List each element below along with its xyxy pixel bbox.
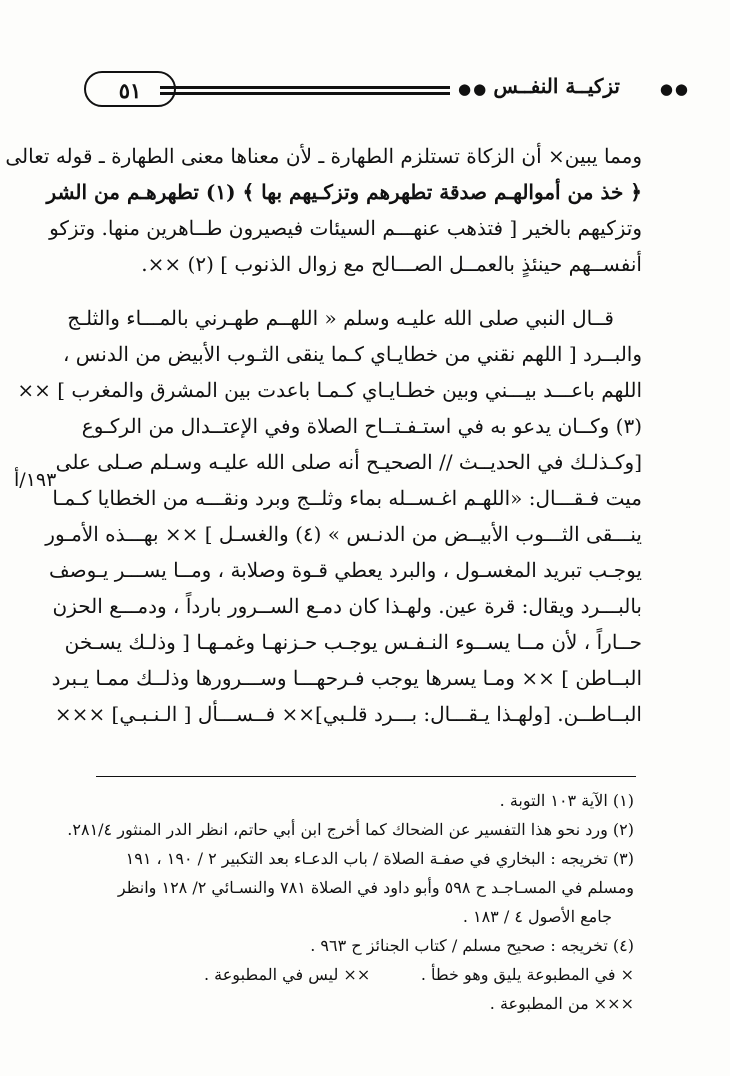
text-line: ميت فـقـــال: «اللهـم اغـســله بماء وثلــج وبرد ونقـــه من الخطايا كـمـا bbox=[52, 486, 642, 510]
footnote: جامع الأصول ٤ / ١٨٣ . bbox=[462, 907, 612, 926]
manuscript-folio-note: ١٩٣/أ bbox=[14, 469, 57, 491]
footnote: ومسلم في المسـاجـد ح ٥٩٨ وأبو داود في الصلاة ٧٨١ والنسـائي ٢/ ١٢٨ وانظر bbox=[117, 878, 634, 897]
text-line: وتزكيهم بالخير [ فتذهب عنهـــم السيئات فيصيرون طــاهرين منها. وتزكو bbox=[49, 216, 642, 240]
footnote: (٣) تخريجه : البخاري في صفـة الصلاة / باب الدعـاء بعد التكبير ٢ / ١٩٠ ، ١٩١ bbox=[125, 849, 634, 868]
header-rule bbox=[160, 92, 450, 95]
text-line: أنفســهم حينئذٍ بالعمــل الصـــالح مع زوال الذنوب ] (٢) ××. bbox=[141, 252, 642, 276]
footnote: (٤) تخريجه : صحيح مسلم / كتاب الجنائز ح ٩٦٣ . bbox=[310, 936, 634, 955]
header-ornament-dots: ●● bbox=[659, 80, 690, 98]
text-line: قــال النبي صلى الله عليـه وسلم « اللهــم طهـرني بالمـــاء والثلـج bbox=[67, 306, 614, 330]
text-line: حــاراً ، لأن مــا يســوء النـفـس يوجـب حـزنهـا وغمـهـا [ وذلـك يسـخن bbox=[64, 630, 642, 654]
footnotes bbox=[67, 786, 634, 1018]
text-line: [وكـذلـك في الحديــث // الصحيـح أنه صلى الله عليـه وسـلم صـلى على bbox=[55, 450, 642, 474]
text-line: (٣) وكــان يدعو به في استـفـتــاح الصلاة وفي الإعتــدال من الركـوع bbox=[81, 414, 642, 438]
text-line: يوجـب تبريد المغسـول ، والبرد يعطي قـوة وصلابة ، ومــا يســـر يـوصف bbox=[48, 558, 642, 582]
text-line: اللهم باعـــد بيـــني وبين خطـايـاي كـمـا باعدت بين المشرق والمغرب ] ×× bbox=[17, 378, 642, 402]
footnote-separator bbox=[96, 776, 636, 777]
text-line: بالبـــرد ويقال: قرة عين. ولهـذا كان دمـع الســرور بارداً ، ودمـــع الحزن bbox=[52, 594, 642, 618]
editor-notes-row bbox=[84, 960, 634, 989]
editor-note: ××× من المطبوعة . bbox=[489, 994, 634, 1013]
text-line: البــاطــن. [ولهـذا يـقـــال: بـــرد قلـبي]×× فــســـأل [ الـنـبـي] ××× bbox=[54, 702, 642, 726]
editor-note: × في المطبوعة يليق وهو خطأ . bbox=[420, 965, 634, 984]
text-line: البــاطن ] ×× ومـا يسرها يوجب فـرحهـــا وســـرورها وذلــك ممـا يـبرد bbox=[51, 666, 642, 690]
header-rule bbox=[160, 86, 450, 89]
footnote: (٢) ورد نحو هذا التفسير عن الضحاك كما أخرج ابن أبي حاتم، انظر الدر المنثور ٢٨١/٤. bbox=[67, 820, 634, 839]
text-line: والبــرد [ اللهم نقني من خطايـاي كـما ينقى الثـوب الأبيض من الدنس ، bbox=[62, 342, 642, 366]
page-number: ٥١ bbox=[84, 71, 176, 107]
text-line: ومما يبين× أن الزكاة تستلزم الطهارة ـ لأن معناها معنى الطهارة ـ قوله تعالى bbox=[5, 144, 642, 168]
text-line: ينـــقى الثـــوب الأبيــض من الدنـس » (٤) والغسـل ] ×× بهـــذه الأمـور bbox=[45, 522, 642, 546]
editor-note: ×× ليس في المطبوعة . bbox=[204, 965, 371, 984]
text-line-quran: ﴿ خذ من أموالهـم صدقة تطهرهم وتزكـيهم بها ﴾ (١) تطهرهـم من الشر bbox=[46, 180, 642, 204]
page-header bbox=[40, 68, 690, 112]
running-title: تزكيــة النفــس bbox=[493, 74, 620, 98]
header-ornament-dots: ●● bbox=[458, 80, 489, 98]
footnote: (١) الآية ١٠٣ التوبة . bbox=[499, 791, 634, 810]
